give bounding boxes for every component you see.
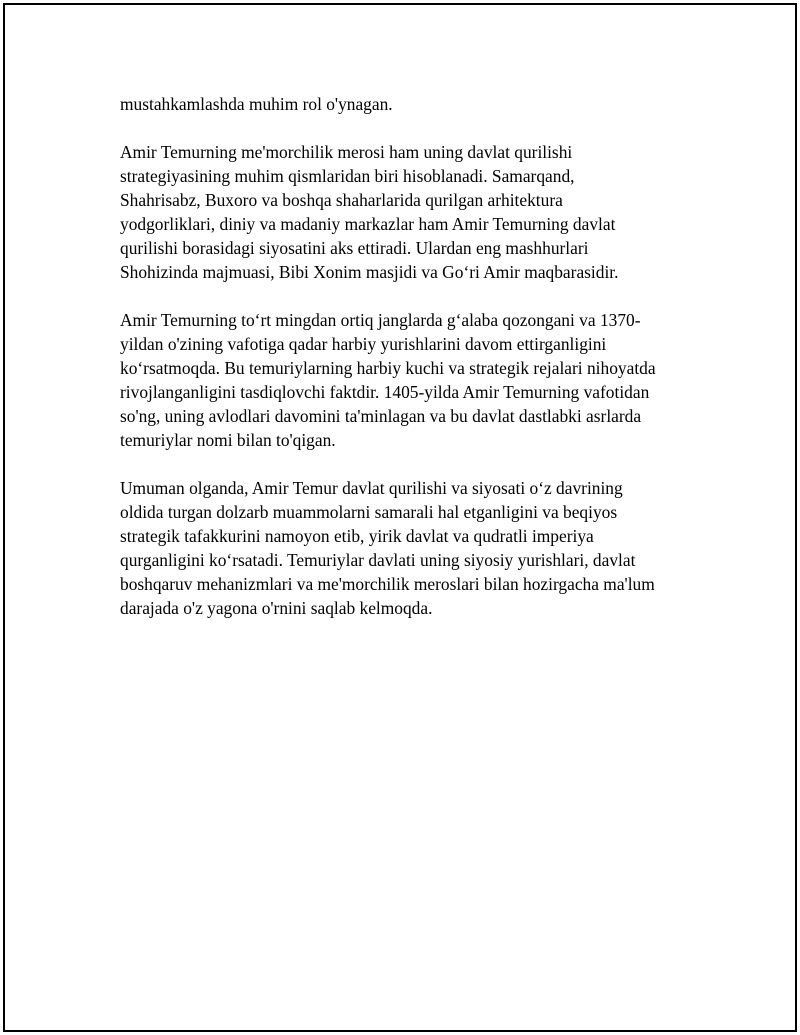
text-line: ko‘rsatmoqda. Bu temuriylarning harbiy kuchi va strategik rejalari nihoyatda: [120, 358, 656, 378]
text-line: qurganligini ko‘rsatadi. Temuriylar davlati uning siyosiy yurishlari, davlat: [120, 550, 636, 570]
text-line: boshqaruv mehanizmlari va me'morchilik meroslari bilan hozirgacha ma'lum: [120, 574, 655, 594]
paragraph-2: [120, 140, 720, 284]
paragraph-1: [120, 92, 720, 116]
text-line: rivojlanganligini tasdiqlovchi faktdir. 1405-yilda Amir Temurning vafotidan: [120, 382, 650, 402]
text-line: Amir Temurning to‘rt mingdan ortiq janglarda g‘alaba qozongani va 1370-: [120, 310, 641, 330]
text-line: Shohizinda majmuasi, Bibi Xonim masjidi va Go‘ri Amir maqbarasidir.: [120, 262, 619, 282]
text-line: strategiyasining muhim qismlaridan biri hisoblanadi. Samarqand,: [120, 166, 575, 186]
text-line: strategik tafakkurini namoyon etib, yirik davlat va qudratli imperiya: [120, 526, 594, 546]
text-line: oldida turgan dolzarb muammolarni samarali hal etganligini va beqiyos: [120, 502, 618, 522]
text-line: Umuman olganda, Amir Temur davlat qurilishi va siyosati o‘z davrining: [120, 478, 623, 498]
text-line: qurilishi borasidagi siyosatini aks ettiradi. Ulardan eng mashhurlari: [120, 238, 589, 258]
text-line: darajada o'z yagona o'rnini saqlab kelmoqda.: [120, 598, 433, 618]
paragraph-4: [120, 476, 720, 620]
text-line: temuriylar nomi bilan to'qigan.: [120, 430, 336, 450]
text-line: yildan o'zining vafotiga qadar harbiy yurishlarini davom ettirganligini: [120, 334, 607, 354]
text-line: yodgorliklari, diniy va madaniy markazlar ham Amir Temurning davlat: [120, 214, 616, 234]
paragraph-3: [120, 308, 720, 452]
document-page: [3, 3, 797, 1032]
document-body: [120, 92, 720, 644]
text-line: so'ng, uning avlodlari davomini ta'minlagan va bu davlat dastlabki asrlarda: [120, 406, 642, 426]
text-line: Shahrisabz, Buxoro va boshqa shaharlarida qurilgan arhitektura: [120, 190, 563, 210]
text-line: Amir Temurning me'morchilik merosi ham uning davlat qurilishi: [120, 142, 573, 162]
text-line: mustahkamlashda muhim rol o'ynagan.: [120, 94, 393, 114]
